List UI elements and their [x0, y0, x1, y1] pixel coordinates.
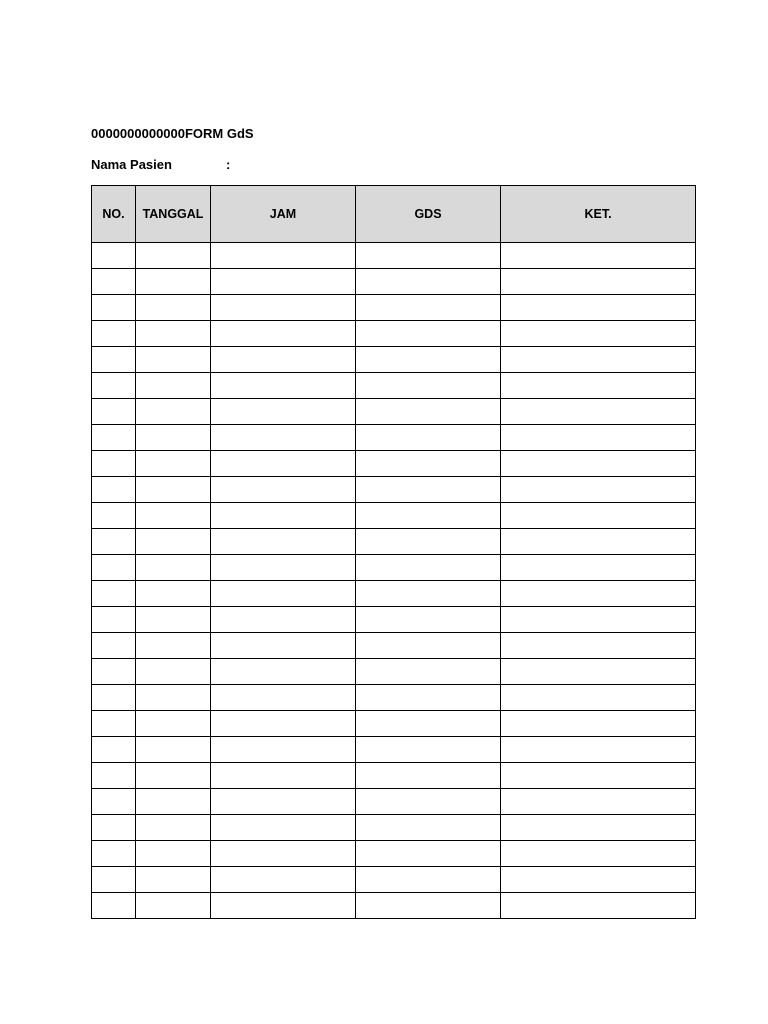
cell-no[interactable]: [92, 373, 136, 399]
cell-jam[interactable]: [211, 477, 356, 503]
table-row: [92, 867, 696, 893]
cell-no[interactable]: [92, 685, 136, 711]
table-row: [92, 269, 696, 295]
cell-no[interactable]: [92, 633, 136, 659]
table-row: [92, 763, 696, 789]
table-row: [92, 789, 696, 815]
cell-gds[interactable]: [356, 607, 501, 633]
cell-tanggal[interactable]: [136, 347, 211, 373]
cell-tanggal[interactable]: [136, 243, 211, 269]
cell-gds[interactable]: [356, 815, 501, 841]
table-header-row: [92, 186, 696, 243]
table-row: [92, 815, 696, 841]
table-row: [92, 503, 696, 529]
cell-ket[interactable]: [501, 243, 696, 269]
table-row: [92, 737, 696, 763]
cell-tanggal[interactable]: [136, 659, 211, 685]
table-row: [92, 373, 696, 399]
cell-ket[interactable]: [501, 321, 696, 347]
cell-jam[interactable]: [211, 425, 356, 451]
cell-gds[interactable]: [356, 737, 501, 763]
cell-ket[interactable]: [501, 711, 696, 737]
cell-jam[interactable]: [211, 373, 356, 399]
table-row: [92, 529, 696, 555]
cell-jam[interactable]: [211, 399, 356, 425]
cell-tanggal[interactable]: [136, 867, 211, 893]
cell-ket[interactable]: [501, 477, 696, 503]
cell-no[interactable]: [92, 581, 136, 607]
header-tanggal: TANGGAL: [136, 186, 211, 243]
cell-jam[interactable]: [211, 659, 356, 685]
cell-no[interactable]: [92, 659, 136, 685]
cell-tanggal[interactable]: [136, 373, 211, 399]
table-row: [92, 243, 696, 269]
cell-tanggal[interactable]: [136, 477, 211, 503]
cell-jam[interactable]: [211, 815, 356, 841]
table-row: [92, 607, 696, 633]
cell-no[interactable]: [92, 737, 136, 763]
header-jam: JAM: [211, 186, 356, 243]
cell-tanggal[interactable]: [136, 711, 211, 737]
cell-gds[interactable]: [356, 789, 501, 815]
cell-tanggal[interactable]: [136, 633, 211, 659]
cell-no[interactable]: [92, 763, 136, 789]
cell-jam[interactable]: [211, 633, 356, 659]
cell-ket[interactable]: [501, 295, 696, 321]
cell-gds[interactable]: [356, 893, 501, 919]
cell-no[interactable]: [92, 321, 136, 347]
table-row: [92, 425, 696, 451]
cell-no[interactable]: [92, 503, 136, 529]
cell-gds[interactable]: [356, 659, 501, 685]
document-title: 0000000000000FORM GdS: [91, 126, 254, 141]
cell-no[interactable]: [92, 269, 136, 295]
cell-jam[interactable]: [211, 841, 356, 867]
cell-ket[interactable]: [501, 555, 696, 581]
table-row: [92, 347, 696, 373]
cell-gds[interactable]: [356, 399, 501, 425]
cell-gds[interactable]: [356, 763, 501, 789]
cell-tanggal[interactable]: [136, 737, 211, 763]
cell-no[interactable]: [92, 399, 136, 425]
cell-gds[interactable]: [356, 425, 501, 451]
cell-ket[interactable]: [501, 867, 696, 893]
cell-gds[interactable]: [356, 477, 501, 503]
cell-no[interactable]: [92, 841, 136, 867]
cell-ket[interactable]: [501, 529, 696, 555]
patient-name-line: [91, 157, 230, 172]
cell-gds[interactable]: [356, 529, 501, 555]
cell-jam[interactable]: [211, 581, 356, 607]
cell-gds[interactable]: [356, 243, 501, 269]
cell-ket[interactable]: [501, 451, 696, 477]
cell-gds[interactable]: [356, 581, 501, 607]
cell-no[interactable]: [92, 867, 136, 893]
cell-jam[interactable]: [211, 451, 356, 477]
cell-ket[interactable]: [501, 373, 696, 399]
cell-tanggal[interactable]: [136, 893, 211, 919]
table-row: [92, 321, 696, 347]
cell-ket[interactable]: [501, 893, 696, 919]
cell-ket[interactable]: [501, 659, 696, 685]
cell-jam[interactable]: [211, 347, 356, 373]
cell-tanggal[interactable]: [136, 529, 211, 555]
cell-no[interactable]: [92, 815, 136, 841]
cell-jam[interactable]: [211, 321, 356, 347]
cell-ket[interactable]: [501, 347, 696, 373]
cell-no[interactable]: [92, 789, 136, 815]
table-row: [92, 659, 696, 685]
cell-ket[interactable]: [501, 685, 696, 711]
cell-tanggal[interactable]: [136, 503, 211, 529]
cell-jam[interactable]: [211, 243, 356, 269]
patient-name-colon: :: [226, 157, 231, 172]
cell-tanggal[interactable]: [136, 269, 211, 295]
cell-tanggal[interactable]: [136, 321, 211, 347]
cell-gds[interactable]: [356, 685, 501, 711]
cell-tanggal[interactable]: [136, 685, 211, 711]
table-row: [92, 711, 696, 737]
cell-no[interactable]: [92, 451, 136, 477]
cell-gds[interactable]: [356, 295, 501, 321]
cell-ket[interactable]: [501, 789, 696, 815]
cell-ket[interactable]: [501, 607, 696, 633]
patient-name-label: Nama Pasien: [91, 157, 172, 172]
cell-ket[interactable]: [501, 425, 696, 451]
table-row: [92, 555, 696, 581]
cell-ket[interactable]: [501, 399, 696, 425]
table-row: [92, 399, 696, 425]
cell-ket[interactable]: [501, 815, 696, 841]
cell-tanggal[interactable]: [136, 295, 211, 321]
table-row: [92, 685, 696, 711]
table-body: [92, 243, 696, 919]
cell-jam[interactable]: [211, 607, 356, 633]
cell-no[interactable]: [92, 607, 136, 633]
header-gds: GDS: [356, 186, 501, 243]
cell-ket[interactable]: [501, 633, 696, 659]
cell-ket[interactable]: [501, 841, 696, 867]
cell-gds[interactable]: [356, 503, 501, 529]
cell-gds[interactable]: [356, 555, 501, 581]
table-row: [92, 633, 696, 659]
cell-gds[interactable]: [356, 633, 501, 659]
cell-no[interactable]: [92, 711, 136, 737]
table-row: [92, 841, 696, 867]
cell-jam[interactable]: [211, 503, 356, 529]
cell-ket[interactable]: [501, 737, 696, 763]
cell-no[interactable]: [92, 347, 136, 373]
table-row: [92, 581, 696, 607]
cell-jam[interactable]: [211, 529, 356, 555]
cell-tanggal[interactable]: [136, 451, 211, 477]
cell-tanggal[interactable]: [136, 399, 211, 425]
cell-gds[interactable]: [356, 269, 501, 295]
cell-gds[interactable]: [356, 867, 501, 893]
cell-gds[interactable]: [356, 841, 501, 867]
cell-jam[interactable]: [211, 789, 356, 815]
cell-jam[interactable]: [211, 763, 356, 789]
cell-jam[interactable]: [211, 867, 356, 893]
cell-tanggal[interactable]: [136, 555, 211, 581]
cell-tanggal[interactable]: [136, 763, 211, 789]
cell-jam[interactable]: [211, 269, 356, 295]
cell-ket[interactable]: [501, 763, 696, 789]
cell-no[interactable]: [92, 477, 136, 503]
cell-no[interactable]: [92, 893, 136, 919]
cell-no[interactable]: [92, 425, 136, 451]
cell-no[interactable]: [92, 555, 136, 581]
table-row: [92, 893, 696, 919]
cell-jam[interactable]: [211, 295, 356, 321]
cell-jam[interactable]: [211, 555, 356, 581]
cell-jam[interactable]: [211, 893, 356, 919]
table-row: [92, 477, 696, 503]
cell-gds[interactable]: [356, 373, 501, 399]
cell-gds[interactable]: [356, 451, 501, 477]
cell-ket[interactable]: [501, 503, 696, 529]
cell-no[interactable]: [92, 295, 136, 321]
header-ket: KET.: [501, 186, 696, 243]
cell-gds[interactable]: [356, 347, 501, 373]
table-row: [92, 451, 696, 477]
cell-jam[interactable]: [211, 685, 356, 711]
cell-tanggal[interactable]: [136, 789, 211, 815]
cell-tanggal[interactable]: [136, 815, 211, 841]
cell-tanggal[interactable]: [136, 581, 211, 607]
cell-ket[interactable]: [501, 581, 696, 607]
cell-jam[interactable]: [211, 737, 356, 763]
gds-table: [91, 185, 696, 919]
table-row: [92, 295, 696, 321]
cell-ket[interactable]: [501, 269, 696, 295]
cell-gds[interactable]: [356, 711, 501, 737]
cell-jam[interactable]: [211, 711, 356, 737]
cell-tanggal[interactable]: [136, 425, 211, 451]
header-no: NO.: [92, 186, 136, 243]
cell-gds[interactable]: [356, 321, 501, 347]
cell-no[interactable]: [92, 243, 136, 269]
cell-tanggal[interactable]: [136, 607, 211, 633]
cell-tanggal[interactable]: [136, 841, 211, 867]
cell-no[interactable]: [92, 529, 136, 555]
